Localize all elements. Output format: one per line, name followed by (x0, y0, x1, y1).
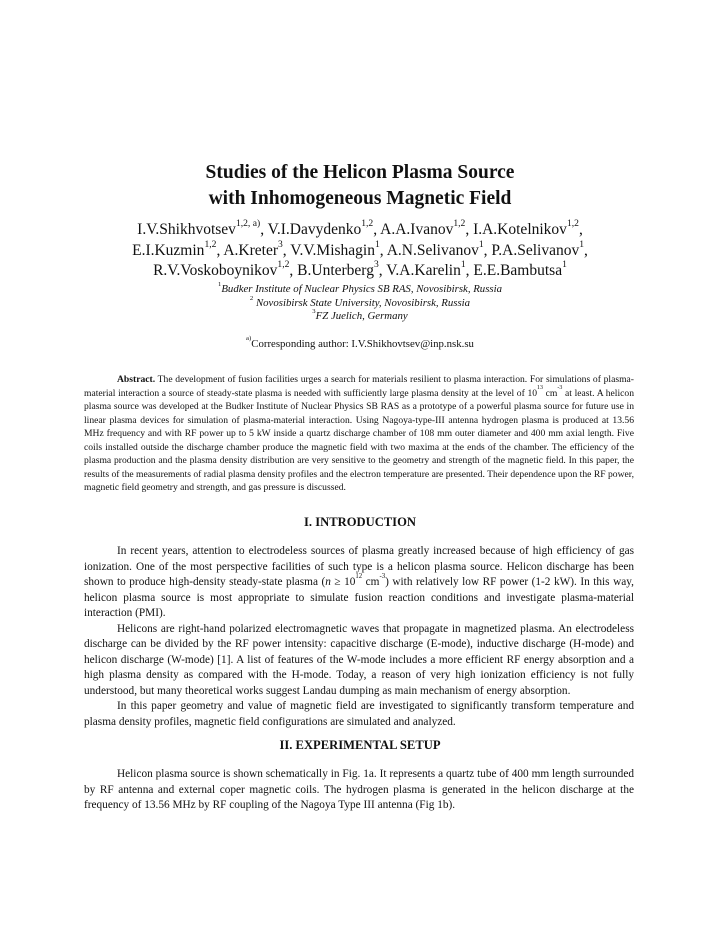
intro-paragraph-3: In this paper geometry and value of magnetic field are investigated to significantly transform temperature and plasma density profiles, magnetic field configurations are simulated and analyzed. (84, 700, 634, 728)
experimental-setup-body (84, 767, 634, 814)
author: E.E.Bambutsa$^1$ (473, 259, 567, 279)
author: A.A.Ivanov$^{1,2}$, (380, 218, 474, 238)
affiliation-3: $^3$FZ Juelich, Germany (312, 308, 408, 322)
introduction-body (84, 544, 634, 730)
corresponding-author: $^{a)}$Corresponding author: I.V.Shikhovtsev@inp.nsk.su (246, 335, 474, 350)
author: I.V.Shikhvotsev$^{1,2, a)}$, (137, 218, 268, 238)
affiliations (0, 283, 720, 324)
intro-paragraph-1: In recent years, attention to electrodeless sources of plasma greatly increased because of high efficiency of gas ionization. One of the most perspective facilities of such type is a helicon plasma source. Helicon discharge has been shown to produce high-density steady-state plasma ($n \ge 10^{12}$ $cm^{-3}$) with relatively low RF power (1-2 kW). In this way, helicon plasma source is most appropriate to simulate fusion reaction conditions and investigate plasma-material interaction (PMI). (84, 545, 634, 619)
abstract: Abstract. The development of fusion facilities urges a search for materials resilient to plasma interaction. For simulations of plasma-material interaction a source of steady-state plasma is needed with sufficiently large plasma density at the level of $10^{13}$ $cm^{-3}$ at least. A helicon plasma source was developed at the Budker Institute of Nuclear Physics SB RAS as a prototype of a powerful plasma source for future use in linear plasma devices for simulation of plasma-material interaction. Using Nagoya-type-III antenna hydrogen plasma is produced at 13.56 MHz frequency and with RF power up to 5 kW inside a quartz discharge chamber of 108 mm outer diameter and 400 mm axial length. Five coils installed outside the discharge chamber produce the magnetic field with two maxima at the ends of the chamber. The efficiency of the plasma production and the plasma density distribution are very sensitive to the geometry and strength of the magnetic field. In this paper, the results of the measurements of radial plasma density profiles and the electron temperature are presented. Their dependence upon the RF power, magnetic field geometry and strength, and gas pressure is discussed. (84, 374, 634, 493)
author-line-2 (0, 238, 720, 262)
author: E.I.Kuzmin$^{1,2}$, (132, 238, 224, 259)
author-line-3 (0, 261, 720, 282)
author: B.Unterberg$^3$, (297, 259, 387, 279)
paper-title (0, 160, 720, 212)
author: I.A.Kotelnikov$^{1,2}$, (473, 218, 583, 238)
abstract-label: Abstract. (117, 374, 156, 385)
author: A.N.Selivanov$^1$, (386, 238, 492, 259)
author: V.V.Mishagin$^1$, (290, 238, 387, 259)
author-list (0, 220, 720, 282)
title-line-2: with Inhomogeneous Magnetic Field (208, 188, 512, 209)
author: R.V.Voskoboynikov$^{1,2}$, (153, 259, 298, 279)
author-line-1 (0, 220, 720, 241)
section-heading-introduction: I. INTRODUCTION (304, 515, 416, 529)
author: A.Kreter$^3$, (223, 238, 291, 259)
affiliation-2: $^2$ Novosibirsk State University, Novosibirsk, Russia (249, 294, 471, 309)
author: V.A.Karelin$^1$, (386, 259, 474, 279)
title-line-1: Studies of the Helicon Plasma Source (205, 162, 515, 183)
affiliation-1: $^1$Budker Institute of Nuclear Physics SB RAS, Novosibirsk, Russia (217, 281, 503, 295)
author: P.A.Selivanov$^1$, (491, 238, 588, 259)
author: V.I.Davydenko$^{1,2}$, (267, 218, 381, 238)
section-heading-experimental-setup: II. EXPERIMENTAL SETUP (279, 738, 441, 752)
setup-paragraph-1: Helicon plasma source is shown schematically in Fig. 1a. It represents a quartz tube of 400 mm length surrounded by RF antenna and external coper magnetic coils. The hydrogen plasma is generated in the helicon discharge at the frequency of 13.56 MHz by RF coupling of the Nagoya Type III antenna (Fig 1b). (84, 768, 634, 811)
intro-paragraph-2: Helicons are right-hand polarized electromagnetic waves that propagate in magnetized plasma. An electrodeless discharge can be divided by the RF power intensity: capacitive discharge (E-mode), inductive discharge (H-mode) and helicon discharge (W-mode) [1]. A list of features of the W-mode includes a more efficient RF energy absorption and a high plasma density as compared with the H-mode. Today, a reason of very high ionization efficiency is not fully understood, but many theoretical works suggest Landau dumping as main mechanism of energy absorption. (84, 622, 634, 697)
